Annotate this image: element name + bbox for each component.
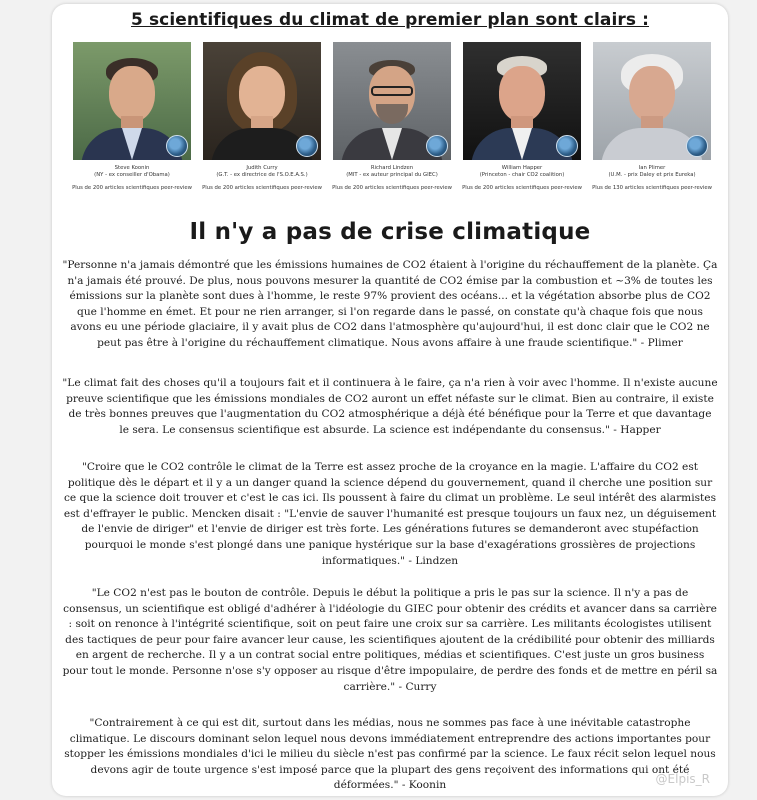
infographic-card [52, 4, 728, 796]
scientist-papers: Plus de 200 articles scientifiques peer-review [202, 185, 322, 191]
scientist-koonin [68, 42, 196, 192]
headline: 5 scientifiques du climat de premier plan sont clairs : [131, 10, 649, 30]
globe-icon [426, 135, 448, 157]
quote-koonin: "Contrairement à ce qui est dit, surtout dans les médias, nous ne sommes pas face à une inévitable catastrophe climatique. Le discours dominant selon lequel nous devons immédiatement entreprendre des actions importantes pour stopper les émissions mondiales d'ici le milieu du siècle n'est pas confirmé par la science. Le faux récit selon lequel nous devons agir de toute urgence s'est imposé parce que la plupart des gens reçoivent des informations qui ont été déformées." - Koonin [64, 717, 716, 792]
quote-plimer: "Personne n'a jamais démontré que les émissions humaines de CO2 étaient à l'origine du réchauffement de la planète. Ça n'a jamais été prouvé. De plus, nous pouvons mesurer la quantité de CO2 émise par la combustion et ~3% de toutes les émissions sur la planète sont dues à l'homme, le reste 97% provient des océans... et la végétation absorbe plus de CO2 que l'homme en émet. Et pour ne rien arranger, si l'on regarde dans le passé, on constate qu'à chaque fois que nous avons eu une période glaciaire, il y avait plus de CO2 dans l'atmosphère qu'aujourd'hui, il est donc clair que le CO2 ne peut pas être à l'origine du réchauffement climatique. Nous avons affaire à une fraude scientifique." - Plimer [62, 259, 718, 349]
globe-icon [556, 135, 578, 157]
scientist-papers: Plus de 130 articles scientifiques peer-review [592, 185, 712, 191]
scientist-curry [198, 42, 326, 192]
scientist-role: (Princeton - chair CO2 coalition) [479, 172, 565, 178]
portrait-happer [463, 42, 581, 160]
globe-icon [686, 135, 708, 157]
portrait-koonin [73, 42, 191, 160]
watermark: @Elpis_R [655, 772, 710, 786]
scientist-papers: Plus de 200 articles scientifiques peer-review [462, 185, 582, 191]
scientist-role: (G.T. - ex directrice de l'S.O.E.A.S.) [216, 172, 308, 178]
scientist-role: (NY - ex conseiller d'Obama) [94, 172, 170, 178]
scientist-role: (U.M. - prix Daley et prix Eureka) [608, 172, 696, 178]
globe-icon [296, 135, 318, 157]
portrait-curry [203, 42, 321, 160]
scientist-lindzen [328, 42, 456, 192]
main-title: Il n'y a pas de crise climatique [189, 219, 591, 245]
quote-curry: "Le CO2 n'est pas le bouton de contrôle. Depuis le début la politique a pris le pas sur la science. Il n'y a pas de consensus, un scientifique est obligé d'adhérer à l'idéologie du GIEC pour obtenir des crédits et avancer dans sa carrière : soit on renonce à l'intégrité scientifique, soit on peut faire une croix sur sa carrière. Les militants écologistes utilisent des tactiques de peur pour faire avancer leur cause, les scientifiques ajoutent de la crédibilité pour obtenir des milliards en argent de recherche. Il y a un contrat social entre politiques, médias et scientifiques. C'est juste un gros business pour tout le monde. Personne n'ose s'y opposer au risque d'être impopulaire, de perdre des fonds et de mettre en péril sa carrière." - Curry [62, 587, 718, 693]
portrait-plimer [593, 42, 711, 160]
scientist-happer [458, 42, 586, 192]
scientist-gallery [68, 42, 718, 214]
scientist-role: (MIT - ex auteur principal du GIEC) [346, 172, 438, 178]
globe-icon [166, 135, 188, 157]
scientist-name: William Happer [501, 165, 543, 171]
scientist-name: Ian Plimer [638, 165, 666, 171]
scientist-plimer [588, 42, 716, 192]
scientist-name: Richard Lindzen [370, 165, 414, 171]
scientist-name: Steve Koonin [114, 165, 150, 171]
scientist-papers: Plus de 200 articles scientifiques peer-review [332, 185, 452, 191]
quote-happer: "Le climat fait des choses qu'il a toujours fait et il continuera à le faire, ça n'a rien à voir avec l'homme. Il n'existe aucune preuve scientifique que les émissions mondiales de CO2 auront un effet néfaste sur le climat. Bien au contraire, il existe de très bonnes preuves que l'augmentation du CO2 atmosphérique a déjà été bénéfique pour la Terre et que davantage le sera. Le consensus scientifique est absurde. La science est indépendante du consensus." - Happer [62, 377, 718, 436]
quote-lindzen: "Croire que le CO2 contrôle le climat de la Terre est assez proche de la croyance en la magie. L'affaire du CO2 est politique dès le départ et il y a un danger quand la science dépend du gouvernement, quand il cherche une position sur ce que la science doit trouver et c'est le cas ici. Ils poussent à faire du climat un problème. Le seul intérêt des alarmistes est d'effrayer le public. Mencken disait : "L'envie de sauver l'humanité est presque toujours un faux nez, un déguisement de l'envie de diriger" et l'envie de diriger est très forte. Les générations futures se demanderont avec stupéfaction pourquoi le monde s'est plongé dans une panique hystérique sur la base d'exagérations grossières de projections informatiques." - Lindzen [63, 461, 717, 567]
portrait-lindzen [333, 42, 451, 160]
scientist-name: Judith Curry [246, 165, 278, 171]
scientist-papers: Plus de 200 articles scientifiques peer-review [72, 185, 192, 191]
